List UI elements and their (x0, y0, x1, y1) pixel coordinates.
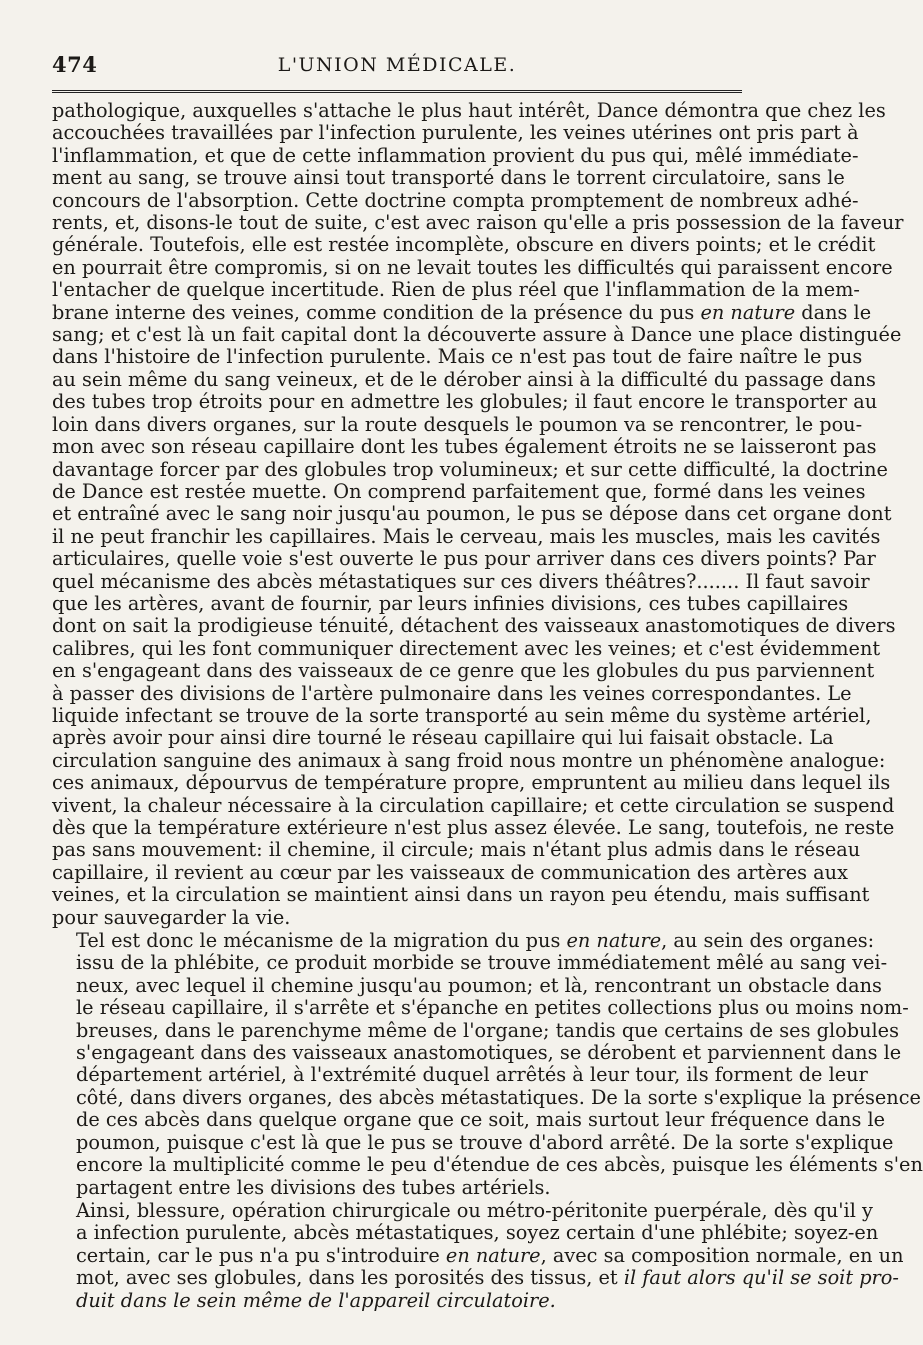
text-line: brane interne des veines, comme condition de la présence du pus en nature dans le (52, 300, 872, 324)
text-line: des tubes trop étroits pour en admettre les globules; il faut encore le transporter au (52, 390, 878, 414)
text-line: de ces abcès dans quelque organe que ce soit, mais surtout leur fréquence dans le (76, 1108, 886, 1132)
text-line: s'engageant dans des vaisseaux anastomotiques, se dérobent et parviennent dans le (76, 1041, 902, 1065)
text-line: davantage forcer par des globules trop volumineux; et sur cette difficulté, la doctrine (52, 457, 888, 481)
text-line: après avoir pour ainsi dire tourné le réseau capillaire qui lui faisait obstacle. La (52, 726, 834, 750)
paragraph (52, 1198, 904, 1312)
text-line: dont on sait la prodigieuse ténuité, détachent des vaisseaux anastomotiques de divers (52, 614, 896, 638)
body-text (52, 99, 923, 1312)
text-line: poumon, puisque c'est là que le pus se trouve d'abord arrêté. De la sorte s'explique (76, 1130, 894, 1154)
text-line: à passer des divisions de l'artère pulmonaire dans les veines correspondantes. Le (52, 681, 852, 705)
text-line: le réseau capillaire, il s'arrête et s'épanche en petites collections plus ou moins nom- (76, 996, 909, 1020)
header-rule (52, 90, 742, 97)
text-line: vivent, la chaleur nécessaire à la circulation capillaire; et cette circulation se suspend (52, 793, 895, 817)
text-line: sang; et c'est là un fait capital dont la découverte assure à Dance une place distinguée (52, 323, 902, 347)
text-line: pathologique, auxquelles s'attache le plus haut intérêt, Dance démontra que chez les (52, 99, 886, 122)
paragraph (52, 99, 904, 929)
text-line: mot, avec ses globules, dans les porosités des tissus, et il faut alors qu'il se soit pro- (76, 1266, 899, 1290)
text-line: pour sauvegarder la vie. (52, 905, 291, 929)
text-line: articulaires, quelle voie s'est ouverte le pus pour arriver dans ces divers points? Par (52, 547, 876, 571)
text-line: l'entacher de quelque incertitude. Rien de plus réel que l'inflammation de la mem- (52, 278, 860, 302)
text-line: neux, avec lequel il chemine jusqu'au poumon; et là, rencontrant un obstacle dans (76, 973, 882, 997)
text-line: capillaire, il revient au cœur par les vaisseaux de communication des artères aux (52, 860, 848, 884)
text-line: en pourrait être compromis, si on ne levait toutes les difficultés qui paraissent encore (52, 255, 893, 279)
text-line: rents, et, disons-le tout de suite, c'est avec raison qu'elle a pris possession de la faveur (52, 211, 904, 235)
text-line: ces animaux, dépourvus de température propre, empruntent au milieu dans lequel ils (52, 771, 891, 795)
text-line: liquide infectant se trouve de la sorte transporté au sein même du système artériel, (52, 703, 872, 727)
text-line: dans l'histoire de l'infection purulente. Mais ce n'est pas tout de faire naître le pus (52, 345, 863, 369)
text-line: certain, car le pus n'a pu s'introduire en nature, avec sa composition normale, en un (76, 1243, 904, 1267)
text-line: veines, et la circulation se maintient ainsi dans un rayon peu étendu, mais suffisant (52, 883, 870, 907)
paragraph (52, 929, 923, 1199)
text-line: en s'engageant dans des vaisseaux de ce genre que les globules du pus parviennent (52, 659, 875, 683)
text-line: au sein même du sang veineux, et de le dérober ainsi à la difficulté du passage dans (52, 367, 876, 391)
text-line: circulation sanguine des animaux à sang froid nous montre un phénomène analogue: (52, 748, 886, 772)
text-line: encore la multiplicité comme le peu d'étendue de ces abcès, puisque les éléments s'en (76, 1153, 923, 1177)
text-line: loin dans divers organes, sur la route desquels le poumon va se rencontrer, le pou- (52, 412, 863, 436)
text-line: pas sans mouvement: il chemine, il circule; mais n'étant plus admis dans le réseau (52, 838, 861, 862)
text-line: générale. Toutefois, elle est restée incomplète, obscure en divers points; et le crédit (52, 233, 876, 257)
text-line: ment au sang, se trouve ainsi tout transporté dans le torrent circulatoire, sans le (52, 166, 845, 190)
text-line: et entraîné avec le sang noir jusqu'au poumon, le pus se dépose dans cet organe dont (52, 502, 892, 526)
text-line: issu de la phlébite, ce produit morbide se trouve immédiatement mêlé au sang vei- (76, 951, 888, 975)
text-line: côté, dans divers organes, des abcès métastatiques. De la sorte s'explique la présence (76, 1085, 921, 1109)
page-header (52, 44, 742, 84)
text-line: calibres, qui les font communiquer directement avec les veines; et c'est évidemment (52, 636, 881, 660)
text-line: concours de l'absorption. Cette doctrine compta promptement de nombreux adhé- (52, 188, 859, 212)
text-line: a infection purulente, abcès métastatiques, soyez certain d'une phlébite; soyez-en (76, 1221, 879, 1245)
text-line: mon avec son réseau capillaire dont les tubes également étroits ne se laisseront pas (52, 435, 877, 459)
text-line: de Dance est restée muette. On comprend parfaitement que, formé dans les veines (52, 479, 866, 503)
text-line: Ainsi, blessure, opération chirurgicale ou métro-péritonite puerpérale, dès qu'il y (76, 1198, 873, 1222)
text-line: il ne peut franchir les capillaires. Mais le cerveau, mais les muscles, mais les cavités (52, 524, 881, 548)
text-line: breuses, dans le parenchyme même de l'organe; tandis que certains de ses globules (76, 1018, 899, 1042)
text-line: dès que la température extérieure n'est plus assez élevée. Le sang, toutefois, ne reste (52, 816, 895, 839)
text-line: accouchées travaillées par l'infection purulente, les veines utérines ont pris part à (52, 121, 859, 145)
text-line: quel mécanisme des abcès métastatiques sur ces divers théâtres?....... Il faut savoir (52, 569, 870, 593)
text-line: duit dans le sein même de l'appareil circulatoire. (76, 1288, 556, 1312)
text-line: que les artères, avant de fournir, par leurs infinies divisions, ces tubes capillaires (52, 591, 849, 615)
page-number: 474 (52, 52, 98, 77)
running-title: L'UNION MÉDICALE. (277, 54, 517, 76)
text-line: l'inflammation, et que de cette inflammation provient du pus qui, mêlé immédiate- (52, 143, 859, 167)
text-line: Tel est donc le mécanisme de la migration du pus en nature, au sein des organes: (76, 929, 875, 953)
text-line: département artériel, à l'extrémité duquel arrêtés à leur tour, ils forment de leur (76, 1063, 868, 1087)
text-line: partagent entre les divisions des tubes artériels. (76, 1175, 551, 1199)
